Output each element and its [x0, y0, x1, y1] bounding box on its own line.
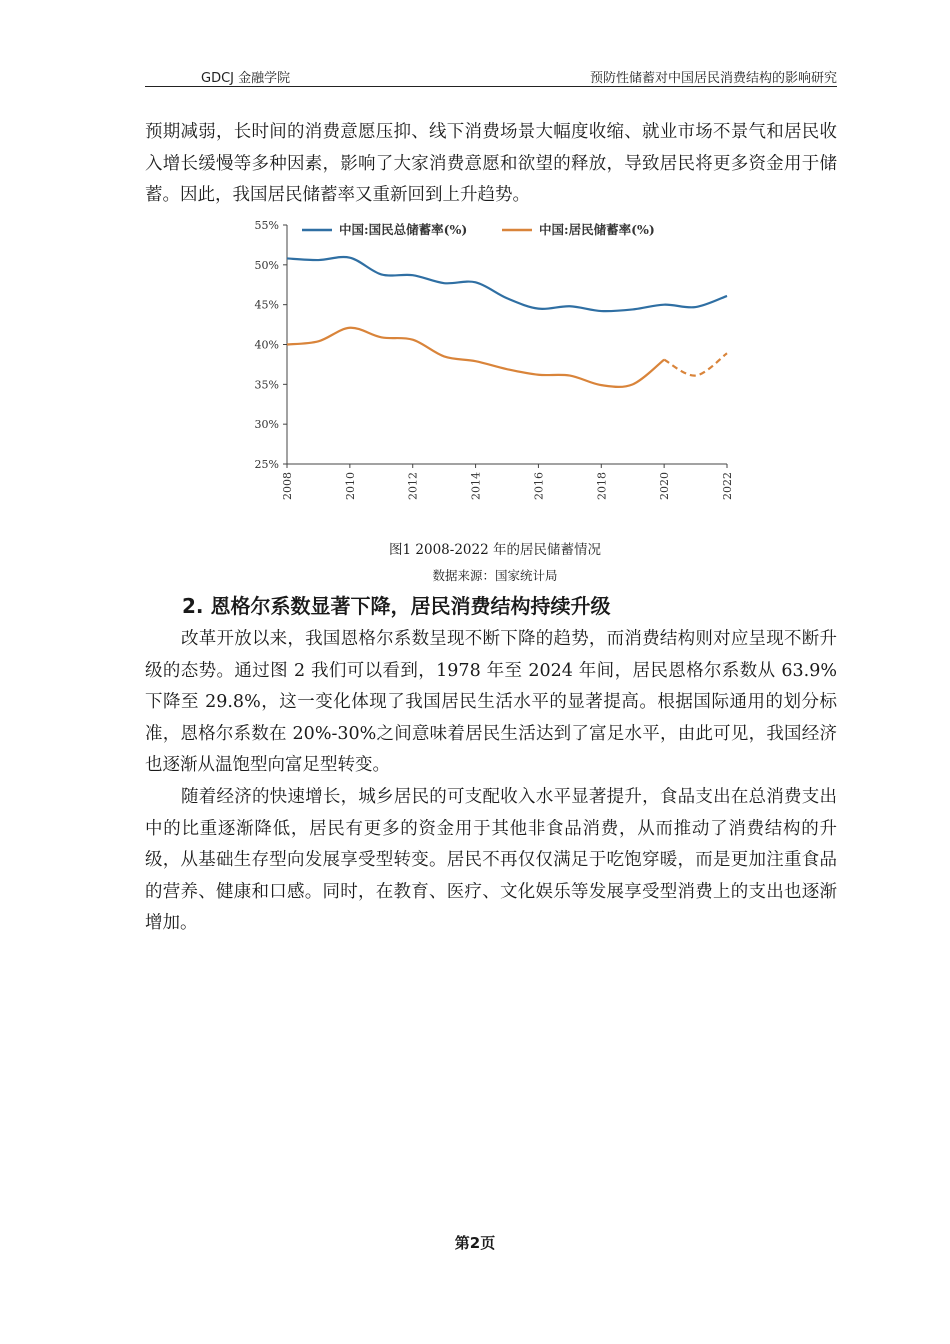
paragraph-consumption-upgrade: 随着经济的快速增长，城乡居民的可支配收入水平显著提升，食品支出在总消费支出中的比重逐渐降低，居民有更多的资金用于其他非食品消费，从而推动了消费结构的升级，从基础生存型向发展享受型转变。居民不再仅仅满足于吃饱穿暖，而是更加注重食品的营养、健康和口感。同时，在教育、医疗、文化娱乐等发展享受型消费上的支出也逐渐增加。 [145, 787, 837, 933]
x-tick-label: 2020 [658, 472, 672, 500]
legend-label: 中国:居民储蓄率(%) [539, 222, 655, 237]
paragraph-savings-trend: 预期减弱，长时间的消费意愿压抑、线下消费场景大幅度收缩、就业市场不景气和居民收入增长缓慢等多种因素，影响了大家消费意愿和欲望的释放，导致居民将更多资金用于储蓄。因此，我国居民储蓄率又重新回到上升趋势。 [145, 122, 837, 205]
chart-svg [240, 212, 750, 502]
y-tick-label: 25% [254, 458, 279, 471]
header-divider [145, 86, 837, 87]
y-tick-label: 45% [254, 298, 279, 312]
savings-rate-chart [240, 212, 750, 502]
legend-label: 中国:国民总储蓄率(%) [339, 222, 468, 237]
y-tick-label: 35% [254, 378, 279, 392]
header-institution: GDCJ 金融学院 [201, 71, 291, 86]
series-line-national [287, 257, 727, 311]
paragraph-engel-coefficient: 改革开放以来，我国恩格尔系数呈现不断下降的趋势，而消费结构则对应呈现不断升级的态势。通过图 2 我们可以看到，1978 年至 2024 年间，居民恩格尔系数从 63.9%下降至 29.8%，这一变化体现了我国居民生活水平的显著提高。根据国际通用的划分标准，恩格尔系数在 20%-30%之间意味着居民生活达到了富足水平，由此可见，我国经济也逐渐从温饱型向富足型转变。 [145, 629, 837, 775]
y-tick-label: 50% [254, 258, 279, 272]
y-tick-label: 55% [254, 219, 279, 232]
page-number: 第2页 [454, 1234, 496, 1252]
x-tick-label: 2010 [343, 472, 357, 500]
y-tick-label: 30% [254, 418, 279, 432]
figure-source: 数据来源：国家统计局 [432, 568, 558, 583]
series-line-residential-forecast [664, 353, 727, 375]
x-tick-label: 2022 [721, 472, 734, 500]
x-tick-label: 2008 [281, 472, 294, 500]
x-tick-label: 2018 [595, 472, 609, 500]
series-line-residential-solid [287, 328, 664, 387]
figure-caption: 图1 2008-2022 年的居民储蓄情况 [389, 542, 601, 558]
section-heading: 2. 恩格尔系数显著下降，居民消费结构持续升级 [182, 594, 611, 618]
x-tick-label: 2014 [469, 472, 483, 500]
x-tick-label: 2012 [406, 472, 420, 500]
page-header [145, 64, 837, 86]
y-tick-label: 40% [254, 338, 279, 352]
header-paper-title: 预防性储蓄对中国居民消费结构的影响研究 [589, 71, 837, 86]
x-tick-label: 2016 [532, 472, 546, 500]
